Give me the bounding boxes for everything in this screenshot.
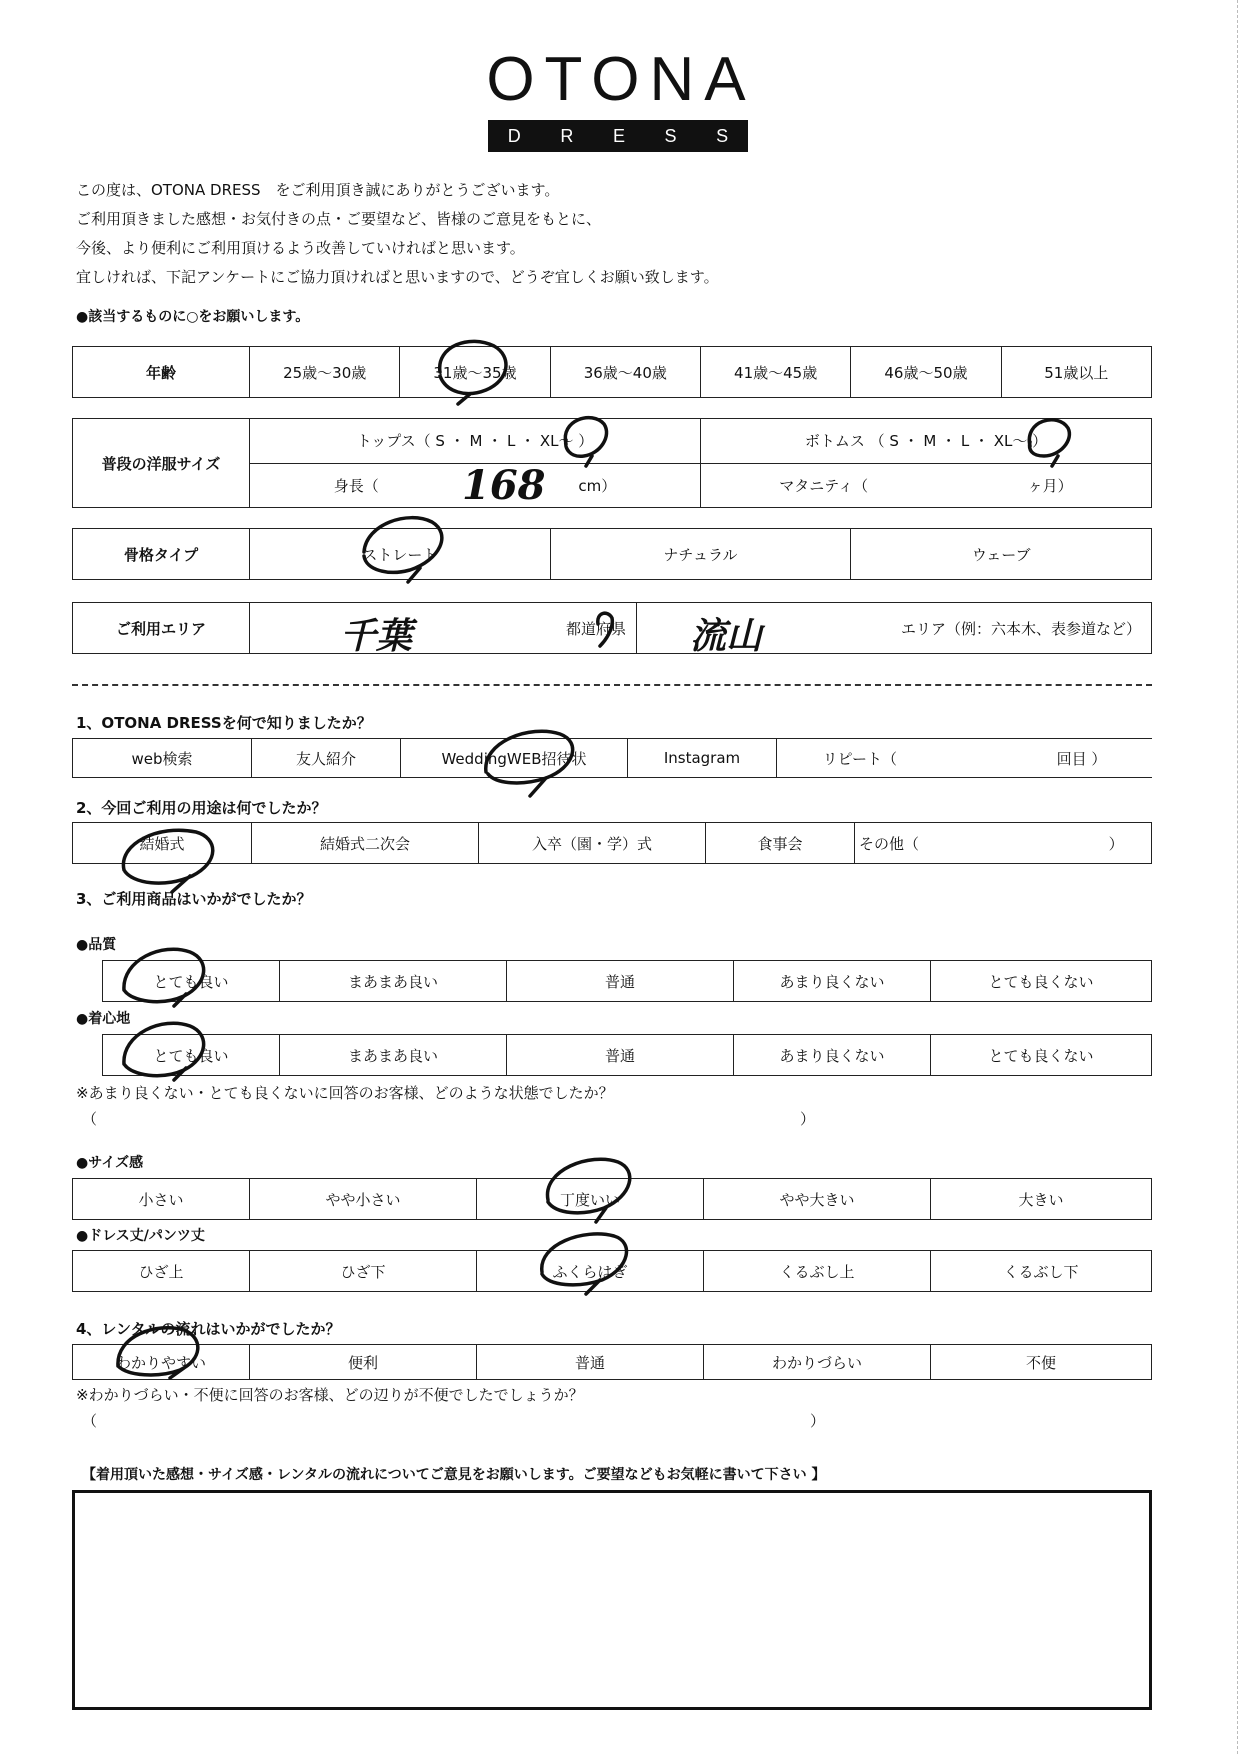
height-prefix: 身長（ — [333, 476, 379, 495]
intro-line: この度は、OTONA DRESS をご利用頂き誠にありがとうございます。 — [76, 181, 560, 199]
comfort-answer-open[interactable]: （ — [82, 1110, 98, 1128]
fit-option[interactable]: 大きい — [931, 1179, 1152, 1220]
other-suffix: ） — [1108, 834, 1124, 853]
length-table — [72, 1250, 1152, 1292]
logo-letter: S — [664, 125, 677, 146]
age-option[interactable]: 41歳〜45歳 — [700, 347, 850, 398]
other-prefix: その他（ — [859, 834, 920, 853]
q1-title: 1、OTONA DRESSを何で知りましたか？ — [76, 714, 372, 732]
instruction-note: ●該当するものに○をお願いします。 — [76, 309, 310, 325]
intro-line: ご利用頂きました感想・お気付きの点・ご要望など、皆様のご意見をもとに、 — [76, 210, 602, 228]
quality-option[interactable]: あまり良くない — [734, 961, 931, 1002]
prefecture-field[interactable] — [250, 603, 637, 654]
fit-label: ●サイズ感 — [76, 1155, 144, 1171]
q2-table — [72, 822, 1152, 864]
age-option[interactable]: 36歳〜40歳 — [550, 347, 700, 398]
q2-option[interactable]: 食事会 — [706, 823, 855, 864]
q4-title: 4、レンタルの流れはいかがでしたか？ — [76, 1320, 341, 1338]
comment-title: 【着用頂いた感想・サイズ感・レンタルの流れについてご意見をお願いします。ご要望などもお気軽に書いて下さい 】 — [82, 1467, 826, 1483]
q4-note: ※わかりづらい・不便に回答のお客様、どの辺りが不便でしたでしょうか？ — [76, 1386, 584, 1404]
q4-option[interactable]: 普通 — [477, 1345, 704, 1380]
age-label: 年齢 — [73, 347, 250, 398]
quality-option[interactable]: 普通 — [507, 961, 734, 1002]
comfort-option[interactable]: まあまあ良い — [280, 1035, 507, 1076]
height-suffix: cm） — [578, 476, 617, 495]
q2-option[interactable]: 結婚式二次会 — [252, 823, 479, 864]
quality-table — [102, 960, 1152, 1002]
intro-line: 今後、より便利にご利用頂けるよう改善していければと思います。 — [76, 239, 525, 257]
fit-option[interactable]: やや大きい — [704, 1179, 931, 1220]
quality-option[interactable]: とても良い — [103, 961, 280, 1002]
q2-option[interactable]: 結婚式 — [73, 823, 252, 864]
age-option[interactable]: 25歳〜30歳 — [250, 347, 400, 398]
frame-option[interactable]: ウェーブ — [851, 529, 1152, 580]
city-suffix: エリア（例：六本木、表参道など） — [900, 619, 1141, 638]
q4-option[interactable]: わかりやすい — [73, 1345, 250, 1380]
q1-option[interactable]: Instagram — [628, 739, 777, 778]
q2-option[interactable]: 入卒（園・学）式 — [479, 823, 706, 864]
comfort-answer-close: ） — [800, 1110, 816, 1128]
prefecture-suffix: 都道府県 — [565, 619, 626, 638]
comfort-option[interactable]: 普通 — [507, 1035, 734, 1076]
repeat-prefix: リピート（ — [822, 749, 898, 768]
area-label: ご利用エリア — [73, 603, 250, 654]
handwritten-height: 168 — [462, 462, 546, 509]
logo-letter: E — [612, 125, 625, 146]
comfort-table — [102, 1034, 1152, 1076]
q3-title: 3、ご利用商品はいかがでしたか？ — [76, 890, 312, 908]
q1-option[interactable]: WeddingWEB招待状 — [401, 739, 628, 778]
q1-option[interactable]: web検索 — [73, 739, 252, 778]
q1-option[interactable]: 友人紹介 — [252, 739, 401, 778]
maternity-field[interactable] — [701, 463, 1152, 508]
length-option[interactable]: くるぶし下 — [931, 1251, 1152, 1292]
comfort-label: ●着心地 — [76, 1011, 131, 1027]
age-option[interactable]: 51歳以上 — [1001, 347, 1151, 398]
quality-option[interactable]: まあまあ良い — [280, 961, 507, 1002]
maternity-prefix: マタニティ（ — [779, 476, 869, 495]
q4-option[interactable]: 不便 — [931, 1345, 1152, 1380]
fit-option[interactable]: 小さい — [73, 1179, 250, 1220]
section-divider — [72, 684, 1152, 686]
page-edge-line — [1237, 0, 1240, 1754]
comfort-option[interactable]: とても良い — [103, 1035, 280, 1076]
comfort-option[interactable]: あまり良くない — [734, 1035, 931, 1076]
fit-table — [72, 1178, 1152, 1220]
q4-option[interactable]: わかりづらい — [704, 1345, 931, 1380]
clothing-size-table — [72, 418, 1152, 508]
comfort-note: ※あまり良くない・とても良くないに回答のお客様、どのような状態でしたか？ — [76, 1084, 614, 1102]
comment-textarea[interactable] — [72, 1490, 1152, 1710]
age-option[interactable]: 46歳〜50歳 — [851, 347, 1001, 398]
frame-type-label: 骨格タイプ — [73, 529, 250, 580]
frame-option[interactable]: ストレート — [250, 529, 551, 580]
q4-answer-close: ） — [810, 1412, 826, 1430]
logo-letter: R — [560, 125, 574, 146]
length-option[interactable]: ふくらはぎ — [477, 1251, 704, 1292]
handwritten-prefecture: 千葉 — [340, 615, 413, 657]
intro-line: 宜しければ、下記アンケートにご協力頂ければと思いますので、どうぞ宜しくお願い致します。 — [76, 268, 719, 286]
frame-type-table — [72, 528, 1152, 580]
logo-letter: D — [507, 125, 521, 146]
age-option[interactable]: 31歳〜35歳 — [400, 347, 550, 398]
clothing-size-label: 普段の洋服サイズ — [73, 419, 250, 508]
tops-size-field[interactable]: トップス（ S ・ M ・ L ・ XL〜 ） — [250, 419, 701, 464]
bottoms-size-field[interactable]: ボトムス （ S ・ M ・ L ・ XL〜 ） — [701, 419, 1152, 464]
handwritten-city: 流山 — [690, 615, 763, 657]
length-label: ●ドレス丈/パンツ丈 — [76, 1228, 205, 1244]
brand-logo-subbar — [488, 120, 748, 152]
age-table — [72, 346, 1152, 398]
maternity-suffix: ヶ月） — [1027, 476, 1073, 495]
q4-option[interactable]: 便利 — [250, 1345, 477, 1380]
length-option[interactable]: ひざ下 — [250, 1251, 477, 1292]
q4-table — [72, 1344, 1152, 1380]
repeat-suffix: 回目 ） — [1056, 749, 1107, 768]
logo-letter: S — [716, 125, 729, 146]
q2-title: 2、今回ご利用の用途は何でしたか？ — [76, 799, 327, 817]
length-option[interactable]: ひざ上 — [73, 1251, 250, 1292]
quality-label: ●品質 — [76, 937, 117, 953]
q1-option-repeat[interactable] — [777, 739, 1153, 778]
quality-option[interactable]: とても良くない — [931, 961, 1152, 1002]
length-option[interactable]: くるぶし上 — [704, 1251, 931, 1292]
intro-text — [76, 176, 719, 292]
fit-option[interactable]: やや小さい — [250, 1179, 477, 1220]
fit-option[interactable]: 丁度いい — [477, 1179, 704, 1220]
area-table — [72, 602, 1152, 654]
q2-option-other[interactable] — [855, 823, 1152, 864]
q4-answer-open[interactable]: （ — [82, 1412, 98, 1430]
brand-logo-title: OTONA — [486, 45, 756, 114]
frame-option[interactable]: ナチュラル — [550, 529, 851, 580]
comfort-option[interactable]: とても良くない — [931, 1035, 1152, 1076]
q1-table — [72, 738, 1152, 778]
